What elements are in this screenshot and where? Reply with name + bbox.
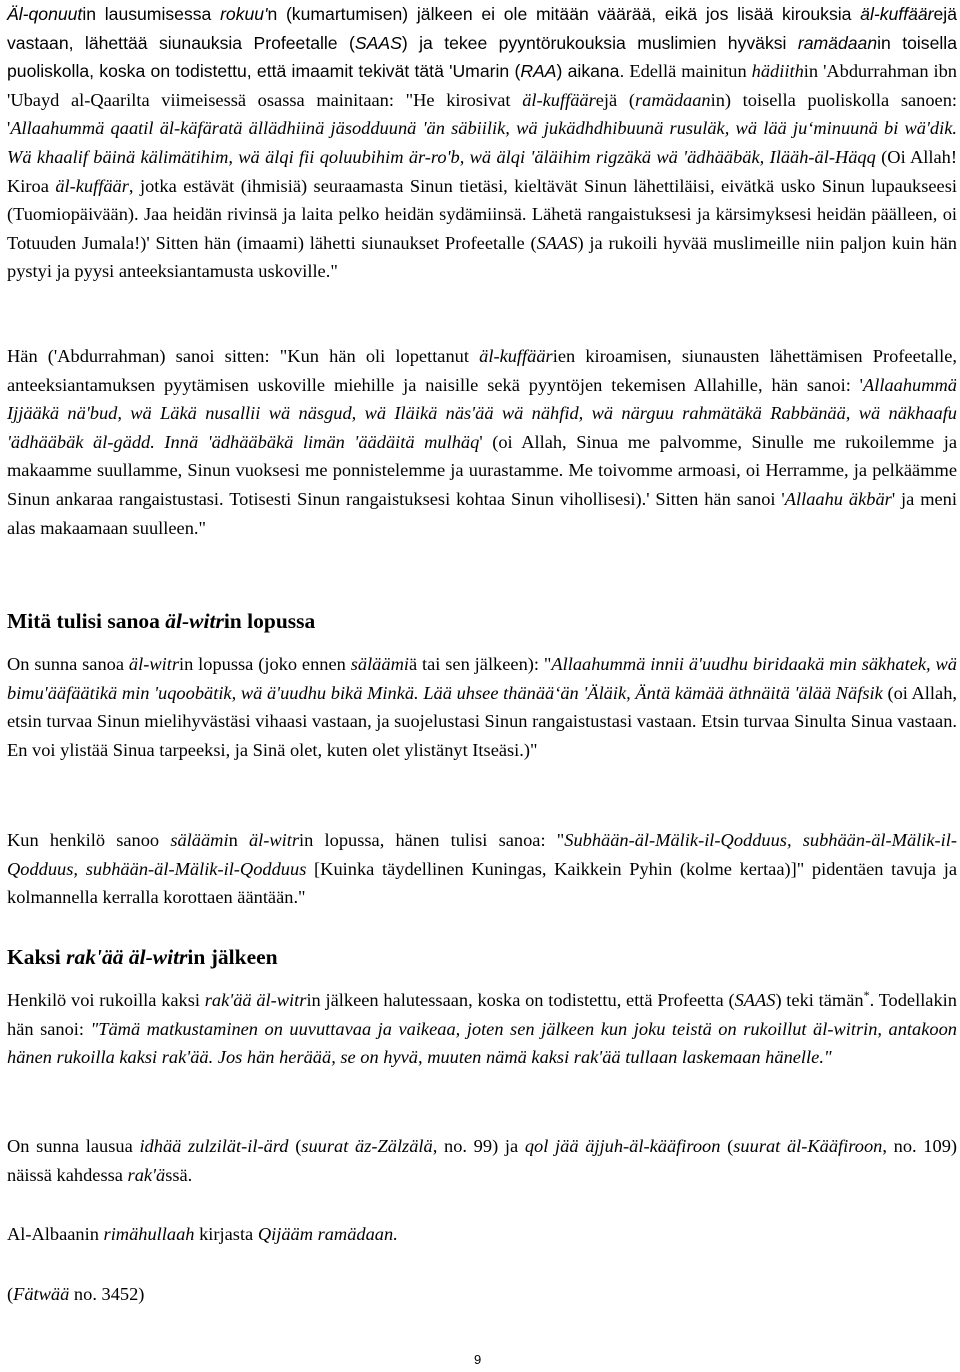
text: ) aikana. — [556, 61, 625, 82]
paragraph-qonuut — [7, 0, 957, 286]
text: in toisella puoliskolla, koska on todistettu, että imaamit tekivät tätä 'Umarin ( — [7, 32, 957, 82]
text: in 'Abdurrahman ibn 'Ubayd al-Qaarilta viimeisessä osassa mainitaan: "He kirosivat — [7, 61, 957, 110]
heading-term: rak'ää — [66, 945, 124, 969]
heading-text: in jälkeen — [187, 945, 278, 969]
arabic-supplication: Allaahummä Ijjääkä nä'bud, wä Läkä nusallii wä näsgud, wä Iläikä näs'ää wä nähfid, wä närguu rahmätäkä Rabbänää, wä näkhaafu 'ädhääbäk äl-gädd. Innä 'ädhääbäkä limän 'äädäitä mulhäq — [7, 374, 957, 452]
term: hädiith — [751, 61, 804, 82]
text: , no. 99) ja — [432, 1136, 525, 1156]
text: ejä vastaan, lähettää siunauksia Profeetalle ( — [7, 4, 957, 53]
arabic-supplication: Allaahummä qaatil äl-käfäratä ällädhiinä jäsodduunä 'än säbiilik, wä jukädhdhibuunä rusuläk, wä lää ju‘minuunä bi wä'dik. Wä khaalif bäinä kälimätihim, wä älqi fii qoluubihim är-ro'b, wä älqi 'äläihim rigzäkä wä 'ädhääbäk, Ilääh-äl-Häqq — [7, 118, 957, 167]
text: ) teki tämän — [775, 990, 864, 1010]
term: Allaahu äkbär — [784, 488, 892, 509]
text: in lopussa (joko ennen — [178, 654, 351, 674]
term: rak'ä — [127, 1164, 166, 1185]
section-heading-witr-end — [7, 606, 315, 636]
paragraph-subhaan — [7, 826, 957, 912]
text: , no. 109) näissä kahdessa — [7, 1136, 958, 1185]
text: Edellä mainitun — [624, 61, 752, 82]
page-number: 9 — [474, 1352, 482, 1367]
text: ) ja rukoili hyvää muslimeille niin paljon kuin hän pystyi ja pyysi anteeksiantamusta uskoville." — [7, 232, 957, 282]
text: On sunna lausua — [7, 1136, 140, 1156]
text: , jotka estävät (ihmisiä) seuraamasta Sinun tietäsi, kieltävät Sinun lähettiläisi, eivätkä usko Sinun lupaukseesi (Tuomiopäivään). Jaa heidän rivinsä ja laita pelko heidän sydämiinsä. Lähetä rangaistuksesi ja kärsimyksesi heidän päälleen, oi Totuuden Jumala!)' Sitten hän (imaami) lähetti siunaukset Profeetalle ( — [7, 175, 957, 253]
text: ien kiroamisen, siunausten lähettämisen Profeetalle, anteeksiantamuksen pyytämisen uskoville miehille ja naisille sekä pyyntöjen tekemisen Allahille, hän sanoi: ' — [7, 346, 957, 395]
text: (oi Allah, etsin turvaa Sinun mielihyvästäsi vihaasi vastaan, ja suojelustasi Sinun rangaistustasi vastaan. Etsin turvaa Sinulta Sinua vastaan. En voi ylistää Sinua tarpeeksi, ja Sinä olet, kuten olet ylistänyt Itseäsi.)" — [7, 682, 958, 760]
text: no. 3452) — [69, 1284, 145, 1304]
term: suurat — [301, 1136, 349, 1156]
paragraph-two-rakaa — [7, 986, 957, 1072]
heading-text: Kaksi — [7, 945, 67, 969]
term: äl-witr — [128, 654, 179, 674]
text: in) toisella puoliskolla sanoen: ' — [7, 89, 958, 139]
text: in lopussa, hänen tulisi sanoa: " — [299, 830, 565, 850]
term: qol jää äjjuh-äl-kääfiroon — [524, 1136, 721, 1156]
text: ( — [720, 1136, 734, 1156]
text: Henkilö voi rukoilla kaksi — [7, 990, 205, 1010]
term: SAAS — [354, 32, 402, 53]
term: äl-witr — [248, 830, 300, 850]
text: On sunna sanoa — [7, 654, 129, 674]
text: Hän ('Abdurrahman) sanoi sitten: "Kun hän oli lopettanut — [7, 346, 480, 366]
term: säläämi — [350, 654, 409, 674]
text: Kun henkilö sanoo — [7, 830, 171, 850]
text: n — [228, 830, 249, 850]
paragraph-witr-sunna — [7, 650, 957, 764]
term: rak'ää — [204, 990, 252, 1010]
footnote-marker: * — [863, 987, 870, 1002]
term: idhää zulzilät-il-ärd — [139, 1136, 289, 1156]
heading-term: äl-witr — [165, 609, 224, 633]
text: ) ja tekee pyyntörukouksia muslimien hyväksi — [401, 32, 798, 53]
term: SAAS — [734, 990, 776, 1010]
text: Al-Albaanin — [7, 1224, 104, 1244]
term: äl-witr — [256, 990, 307, 1010]
term: säläämi — [170, 830, 229, 850]
term: suurat äl-Kääfiroon — [733, 1136, 883, 1156]
term: ramädaan — [634, 89, 711, 110]
text: ( — [7, 1284, 14, 1304]
book-title: Qijääm ramädaan. — [257, 1224, 398, 1244]
heading-text: in lopussa — [223, 609, 316, 633]
text: ' (oi Allah, Sinua me palvomme, Sinulle me rukoilemme ja makaamme suullamme, Sinun vuoksesi me ponnistelemme ja uurastamme. Me toivomme armoasi, oi Herramme, ja pelkäämme Sinun ankaraa rangaistustasi. Totisesti Sinun rangaistuksesi kohtaa Sinun vihollisesi).' Sitten hän sanoi ' — [7, 431, 957, 509]
arabic-supplication: Subhään-äl-Mälik-il-Qodduus, subhään-äl-Mälik-il-Qodduus, subhään-äl-Mälik-il-Qodduus — [7, 830, 957, 879]
text: ' ja meni alas makaamaan suulleen." — [7, 488, 957, 538]
term: Fätwää — [13, 1284, 70, 1304]
paragraph-abdurrahman — [7, 342, 957, 542]
hadith-quote: "Tämä matkustaminen on uuvuttavaa ja vaikeaa, joten sen jälkeen kun joku teistä on rukoillut äl-witrin, antakoon hänen rukoilla kaksi rak'ää. Jos hän heräää, se on hyvä, muuten nämä kaksi rak'ää tullaan laskemaan hänelle." — [7, 1018, 957, 1068]
source-citation — [7, 1220, 398, 1249]
term: SAAS — [536, 232, 578, 253]
text: . Todellakin hän sanoi: — [7, 990, 957, 1039]
paragraph-surahs — [7, 1132, 957, 1189]
term: Äl-qonuut — [7, 4, 83, 24]
term: äz-Zälzälä — [355, 1136, 433, 1156]
text: [Kuinka täydellinen Kuningas, Kaikkein Pyhin (kolme kertaa)]" pidentäen tavuja ja kolmannella kerralla korottaen ääntään." — [7, 858, 957, 908]
term: rimähullaah — [103, 1224, 195, 1244]
text: in lausumisessa — [82, 4, 221, 24]
text: ejä ( — [595, 89, 635, 110]
arabic-supplication: Allaahummä innii ä'uudhu biridaakä min säkhatek, wä bimu'ääfäätikä min 'uqoobätik, wä ä'uudhu bikä Minkä. Lää uhsee thänää‘än 'Äläik, Äntä kämää äthnäitä 'älää Näfsik — [7, 654, 957, 703]
term: äl-kuffäär — [860, 4, 934, 24]
text: (Oi Allah! Kiroa — [7, 146, 957, 196]
text: n (kumartumisen) jälkeen ei ole mitään väärää, eikä jos lisää kirouksia — [267, 4, 861, 24]
text: ssä. — [165, 1164, 193, 1185]
text: in jälkeen halutessaan, koska on todistettu, että Profeetta ( — [306, 990, 735, 1010]
text: ä tai sen jälkeen): " — [408, 654, 552, 674]
heading-text: Mitä tulisi sanoa — [7, 609, 166, 633]
term: ramädaan — [797, 32, 878, 53]
text: ( — [288, 1136, 302, 1156]
fatwa-reference — [7, 1280, 144, 1309]
term: äl-kuffäär — [479, 346, 553, 366]
term: äl-kuffäär — [55, 175, 129, 196]
heading-term: äl-witr — [128, 945, 188, 969]
term: RAA — [520, 61, 557, 82]
text: kirjasta — [194, 1224, 258, 1244]
term: äl-kuffäär — [522, 89, 596, 110]
section-heading-two-rakaa — [7, 942, 278, 972]
term: rokuu' — [220, 4, 268, 24]
